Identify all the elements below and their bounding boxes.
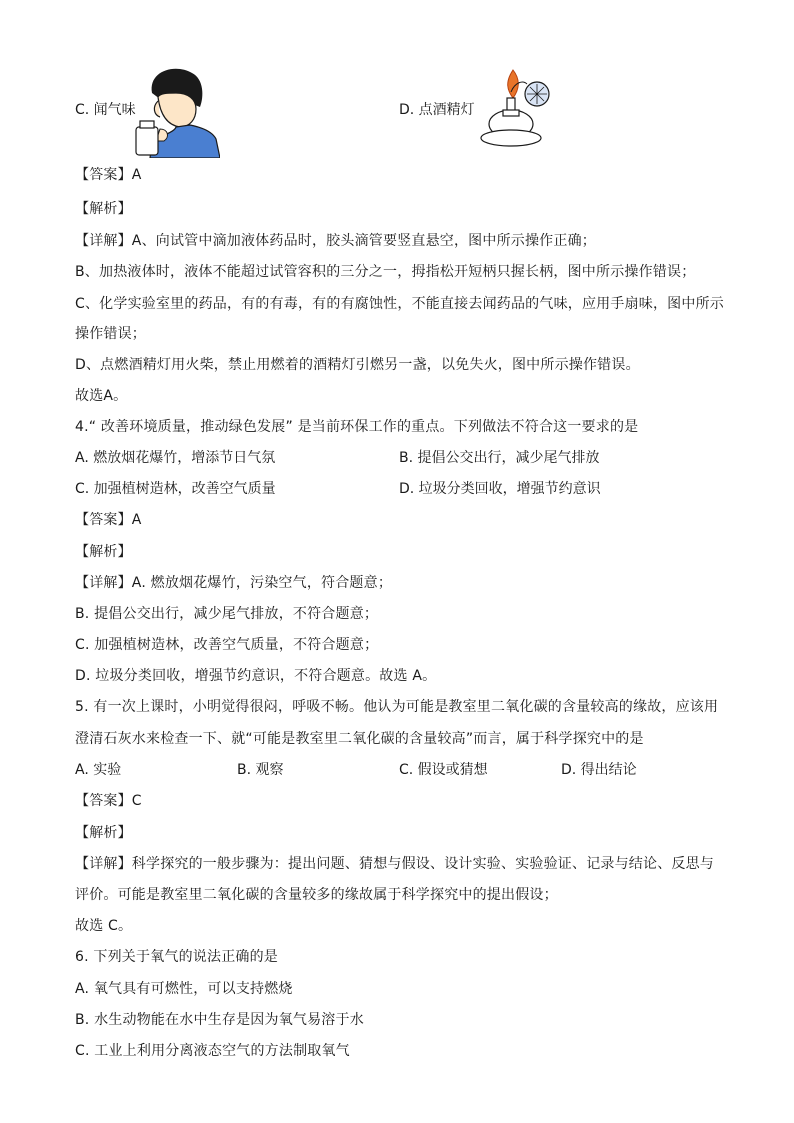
- q3-answer: 【答案】A: [75, 167, 142, 183]
- q5-option-a: A. 实验: [75, 762, 122, 778]
- q6-option-b: B. 水生动物能在水中生存是因为氧气易溶于水: [75, 1012, 364, 1028]
- q3-detail-line: C、化学实验室里的药品，有的有毒，有的有腐蚀性，不能直接去闻药品的气味，应用手扇味，图中所示: [75, 296, 724, 312]
- q3-option-d: D. 点酒精灯: [399, 102, 475, 118]
- q4-detail-line: B. 提倡公交出行，减少尾气排放，不符合题意；: [75, 606, 379, 622]
- q4-detail-line: D. 垃圾分类回收，增强节约意识，不符合题意。故选 A。: [75, 668, 437, 684]
- q6-stem: 6. 下列关于氧气的说法正确的是: [75, 949, 279, 965]
- q5-detail-line: 【详解】科学探究的一般步骤为：提出问题、猜想与假设、设计实验、实验验证、记录与结论、反思与: [75, 856, 714, 872]
- q4-option-c: C. 加强植树造林，改善空气质量: [75, 481, 276, 497]
- q3-detail-line: 操作错误；: [75, 326, 146, 342]
- q5-conclusion: 故选 C。: [75, 918, 133, 934]
- q3-analysis-heading: 【解析】: [75, 201, 132, 217]
- q3-option-c: C. 闻气味: [75, 102, 136, 118]
- smelling-person-illustration: [130, 63, 220, 158]
- q5-detail-line: 评价。可能是教室里二氧化碳的含量较多的缘故属于科学探究中的提出假设；: [75, 887, 558, 903]
- q4-detail-line: C. 加强植树造林，改善空气质量，不符合题意；: [75, 637, 379, 653]
- q3-conclusion: 故选A。: [75, 388, 128, 404]
- q6-option-a: A. 氧气具有可燃性，可以支持燃烧: [75, 981, 293, 997]
- q3-detail-line: B、加热液体时，液体不能超过试管容积的三分之一，拇指松开短柄只握长柄，图中所示操作错误；: [75, 264, 696, 280]
- q4-option-b: B. 提倡公交出行，减少尾气排放: [399, 450, 600, 466]
- q4-stem: 4.“ 改善环境质量，推动绿色发展” 是当前环保工作的重点。下列做法不符合这一要求的是: [75, 419, 639, 435]
- q4-analysis-heading: 【解析】: [75, 544, 132, 560]
- q5-stem-line: 5. 有一次上课时，小明觉得很闷，呼吸不畅。他认为可能是教室里二氧化碳的含量较高的缘故，应该用: [75, 699, 719, 715]
- q5-answer: 【答案】C: [75, 793, 142, 809]
- q3-detail-line: 【详解】A、向试管中滴加液体药品时，胶头滴管要竖直悬空，图中所示操作正确；: [75, 233, 596, 249]
- q5-analysis-heading: 【解析】: [75, 825, 132, 841]
- alcohol-lamp-illustration: [475, 68, 555, 153]
- q4-option-d: D. 垃圾分类回收，增强节约意识: [399, 481, 601, 497]
- q5-option-c: C. 假设或猜想: [399, 762, 488, 778]
- q4-detail-line: 【详解】A. 燃放烟花爆竹，污染空气，符合题意；: [75, 575, 393, 591]
- q6-option-c: C. 工业上利用分离液态空气的方法制取氧气: [75, 1043, 350, 1059]
- q5-option-d: D. 得出结论: [561, 762, 637, 778]
- q4-option-a: A. 燃放烟花爆竹，增添节日气氛: [75, 450, 276, 466]
- q5-stem-line: 澄清石灰水来检查一下、就“可能是教室里二氧化碳的含量较高”而言，属于科学探究中的是: [75, 731, 644, 747]
- q5-option-b: B. 观察: [237, 762, 284, 778]
- q3-detail-line: D、点燃酒精灯用火柴，禁止用燃着的酒精灯引燃另一盏，以免失火，图中所示操作错误。: [75, 357, 640, 373]
- q4-answer: 【答案】A: [75, 512, 142, 528]
